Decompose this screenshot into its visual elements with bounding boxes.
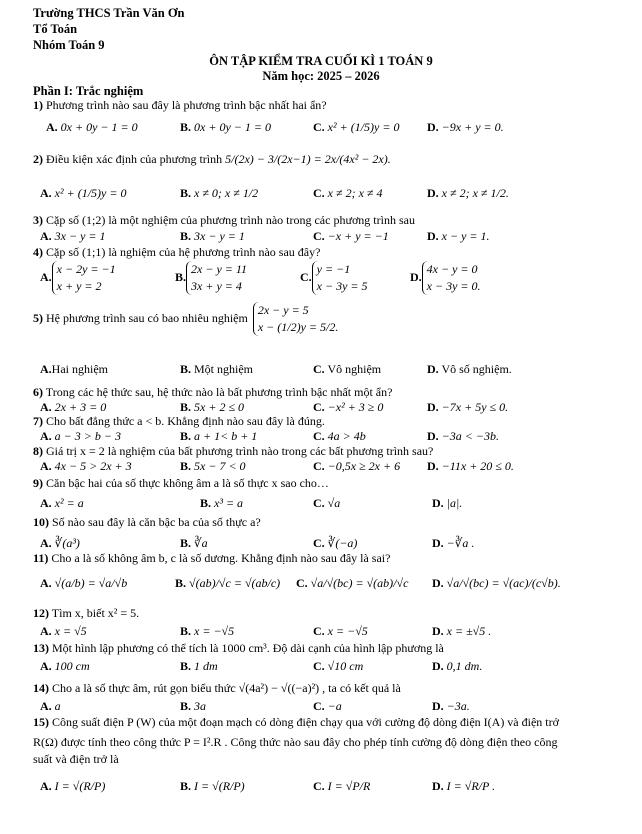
option-c[interactable]: C. −0,5x ≥ 2x + 6 bbox=[313, 459, 401, 473]
option-b[interactable]: B. √(ab)/√c = √(ab/c) bbox=[175, 576, 281, 590]
option-a[interactable]: A. 0x + 0y − 1 = 0 bbox=[46, 120, 138, 134]
option-c[interactable]: C.y = −1 x − 3y = 5 bbox=[300, 262, 368, 293]
option-d[interactable]: D. −3a. bbox=[432, 699, 470, 713]
option-d[interactable]: D. x − y = 1. bbox=[427, 229, 490, 243]
option-a[interactable]: A.x − 2y = −1 x + y = 2 bbox=[40, 262, 116, 293]
question-5: 5) Hệ phương trình sau có bao nhiêu nghiệm 2x − y = 5 x − (1/2)y = 5/2. bbox=[33, 303, 339, 334]
question-2: 2) Điều kiện xác định của phương trình 5/(2x) − 3/(2x−1) = 2x/(4x² − 2x). bbox=[33, 152, 391, 166]
option-b[interactable]: B.2x − y = 11 3x + y = 4 bbox=[175, 262, 247, 293]
question-9: 9) Căn bậc hai của số thực không âm a là số thực x sao cho… bbox=[33, 476, 329, 490]
option-b[interactable]: B. 1 dm bbox=[180, 659, 218, 673]
question-15: 15) Công suất điện P (W) của một đoạn mạch có dòng điện chạy qua với cường độ dòng điện I(A) và điện trở bbox=[33, 715, 559, 729]
option-a[interactable]: A. x² + (1/5)y = 0 bbox=[40, 186, 127, 200]
question-15-options bbox=[0, 779, 642, 799]
option-a[interactable]: A.Hai nghiệm bbox=[40, 362, 108, 376]
option-b[interactable]: B. 5x + 2 ≤ 0 bbox=[180, 400, 245, 414]
question-6: 6) Trong các hệ thức sau, hệ thức nào là bất phương trình bậc nhất một ẩn? bbox=[33, 385, 393, 399]
question-13: 13) Một hình lập phương có thể tích là 1000 cm³. Độ dài cạnh của hình lập phương là bbox=[33, 641, 444, 655]
question-4-options bbox=[0, 261, 642, 301]
option-c[interactable]: C. x ≠ 2; x ≠ 4 bbox=[313, 186, 383, 200]
question-3: 3) Cặp số (1;2) là một nghiệm của phương trình nào trong các phương trình sau bbox=[33, 213, 415, 227]
option-c[interactable]: C. √a bbox=[313, 496, 341, 510]
question-9-options bbox=[0, 496, 642, 516]
option-b[interactable]: B. Một nghiệm bbox=[180, 362, 254, 376]
option-c[interactable]: C. −a bbox=[313, 699, 342, 713]
option-d[interactable]: D. x ≠ 2; x ≠ 1/2. bbox=[427, 186, 509, 200]
option-d[interactable]: D. −∛a . bbox=[432, 536, 475, 550]
option-a[interactable]: A. I = √(R/P) bbox=[40, 779, 106, 793]
option-b[interactable]: B. 0x + 0y − 1 = 0 bbox=[180, 120, 271, 134]
option-a[interactable]: A. ∛(a³) bbox=[40, 536, 80, 550]
question-4: 4) Cặp số (1;1) là nghiệm của hệ phương trình nào sau đây? bbox=[33, 245, 321, 259]
option-d[interactable]: D. −11x + 20 ≤ 0. bbox=[427, 459, 514, 473]
question-7: 7) Cho bất đẳng thức a < b. Khẳng định nào sau đây là đúng. bbox=[33, 414, 325, 428]
option-c[interactable]: C. ∛(−a) bbox=[313, 536, 358, 550]
option-c[interactable]: C. √10 cm bbox=[313, 659, 364, 673]
question-15-line-2: R(Ω) được tính theo công thức P = I².R . Công thức nào sau đây cho phép tính cường độ dòng điện theo công bbox=[33, 735, 558, 749]
option-c[interactable]: C. I = √P/R bbox=[313, 779, 371, 793]
option-b[interactable]: B. x = −√5 bbox=[180, 624, 235, 638]
question-13-options bbox=[0, 659, 642, 679]
section-title: Phần I: Trắc nghiệm bbox=[33, 84, 144, 98]
option-d[interactable]: D. √a/√(bc) = √(ac)/(c√b). bbox=[432, 576, 561, 590]
option-a[interactable]: A. 3x − y = 1 bbox=[40, 229, 106, 243]
school-name: Trường THCS Trần Văn Ơn bbox=[33, 6, 185, 20]
question-11-options bbox=[0, 576, 642, 596]
question-10: 10) Số nào sau đây là căn bậc ba của số thực a? bbox=[33, 515, 261, 529]
option-d[interactable]: D. −3a < −3b. bbox=[427, 429, 499, 443]
option-a[interactable]: A. a − 3 > b − 3 bbox=[40, 429, 121, 443]
condition-equation: 5/(2x) − 3/(2x−1) = 2x/(4x² − 2x). bbox=[225, 152, 391, 166]
question-8: 8) Giá trị x = 2 là nghiệm của bất phương trình nào trong các bất phương trình sau? bbox=[33, 444, 434, 458]
question-11: 11) Cho a là số không âm b, c là số dương. Khẳng định nào sau đây là sai? bbox=[33, 551, 391, 565]
option-b[interactable]: B. 3a bbox=[180, 699, 207, 713]
option-a[interactable]: A. a bbox=[40, 699, 61, 713]
option-b[interactable]: B. x³ = a bbox=[200, 496, 244, 510]
option-a[interactable]: A. x = √5 bbox=[40, 624, 87, 638]
option-b[interactable]: B. a + 1< b + 1 bbox=[180, 429, 258, 443]
school-year: Năm học: 2025 – 2026 bbox=[262, 69, 380, 83]
option-b[interactable]: B. ∛a bbox=[180, 536, 208, 550]
option-c[interactable]: C. Vô nghiệm bbox=[313, 362, 382, 376]
option-c[interactable]: C. x = −√5 bbox=[313, 624, 368, 638]
option-d[interactable]: D. I = √R/P . bbox=[432, 779, 496, 793]
option-d[interactable]: D. −9x + y = 0. bbox=[427, 120, 504, 134]
option-d[interactable]: D. 0,1 dm. bbox=[432, 659, 483, 673]
option-a[interactable]: A. 2x + 3 = 0 bbox=[40, 400, 107, 414]
equation-system: 2x − y = 5 x − (1/2)y = 5/2. bbox=[253, 302, 339, 336]
option-b[interactable]: B. 5x − 7 < 0 bbox=[180, 459, 246, 473]
option-d[interactable]: D. −7x + 5y ≤ 0. bbox=[427, 400, 509, 414]
option-a[interactable]: A. x² = a bbox=[40, 496, 84, 510]
option-d[interactable]: D. x = ±√5 . bbox=[432, 624, 492, 638]
group-name: Nhóm Toán 9 bbox=[33, 38, 105, 52]
page-title: ÔN TẬP KIỂM TRA CUỐI KÌ 1 TOÁN 9 bbox=[209, 54, 433, 68]
question-15-line-3: suất và điện trở là bbox=[33, 752, 119, 766]
option-a[interactable]: A. 4x − 5 > 2x + 3 bbox=[40, 459, 132, 473]
option-c[interactable]: C. −x² + 3 ≥ 0 bbox=[313, 400, 384, 414]
question-1: 1) Phương trình nào sau đây là phương trình bậc nhất hai ẩn? bbox=[33, 98, 327, 112]
department-name: Tổ Toán bbox=[33, 22, 78, 36]
question-14: 14) Cho a là số thực âm, rút gọn biểu thức √(4a²) − √((−a)²) , ta có kết quả là bbox=[33, 681, 401, 695]
option-a[interactable]: A. √(a/b) = √a/√b bbox=[40, 576, 128, 590]
option-d[interactable]: D. Vô số nghiệm. bbox=[427, 362, 512, 376]
option-b[interactable]: B. 3x − y = 1 bbox=[180, 229, 245, 243]
question-2-options bbox=[0, 186, 642, 206]
option-c[interactable]: C. −x + y = −1 bbox=[313, 229, 389, 243]
question-5-options bbox=[0, 362, 642, 382]
option-c[interactable]: C. 4a > 4b bbox=[313, 429, 366, 443]
question-1-options bbox=[0, 120, 642, 140]
option-b[interactable]: B. I = √(R/P) bbox=[180, 779, 245, 793]
option-d[interactable]: D. |a|. bbox=[432, 496, 463, 510]
option-c[interactable]: C. x² + (1/5)y = 0 bbox=[313, 120, 400, 134]
option-b[interactable]: B. x ≠ 0; x ≠ 1/2 bbox=[180, 186, 259, 200]
question-12: 12) Tìm x, biết x² = 5. bbox=[33, 606, 140, 620]
option-c[interactable]: C. √a/√(bc) = √(ab)/√c bbox=[296, 576, 409, 590]
option-a[interactable]: A. 100 cm bbox=[40, 659, 90, 673]
option-d[interactable]: D.4x − y = 0 x − 3y = 0. bbox=[410, 262, 481, 293]
